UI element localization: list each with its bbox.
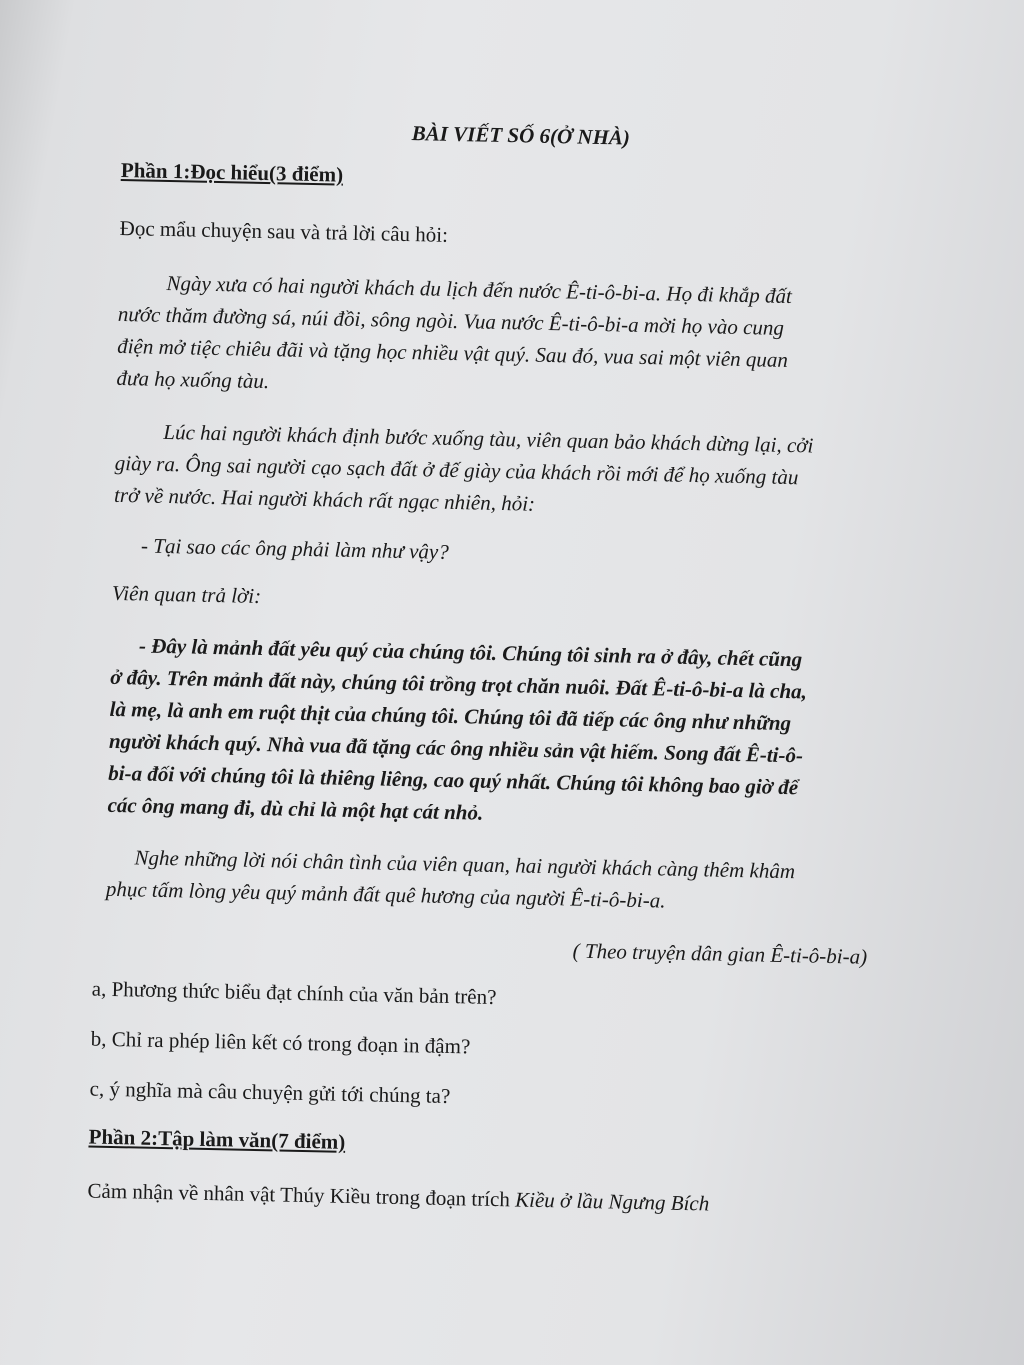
- question-c: c, ý nghĩa mà câu chuyện gửi tới chúng ta?: [89, 1076, 451, 1109]
- bold-para-line-4: người khách quý. Nhà vua đã tặng các ông nhiều sản vật hiếm. Song đất Ê-ti-ô-: [108, 728, 804, 768]
- bold-para-line-6: các ông mang đi, dù chỉ là một hạt cát nhỏ.: [107, 792, 484, 825]
- part1-heading: Phần 1:Đọc hiểu(3 điểm): [120, 157, 344, 187]
- bold-para-line-2: ở đây. Trên mảnh đất này, chúng tôi trồng trọt chăn nuôi. Đất Ê-ti-ô-bi-a là cha,: [110, 664, 808, 704]
- source-citation: ( Theo truyện dân gian Ê-ti-ô-bi-a): [572, 938, 868, 969]
- writing-task-prefix: Cảm nhận về nhân vật Thúy Kiều trong đoạn trích: [87, 1178, 516, 1212]
- writing-task-work-title: Kiều ở lầu Ngưng Bích: [514, 1187, 710, 1216]
- document-title: BÀI VIẾT SỐ 6(Ở NHÀ): [411, 121, 631, 150]
- question-b: b, Chỉ ra phép liên kết có trong đoạn in đậm?: [90, 1026, 471, 1059]
- para1-line-3: điện mở tiệc chiêu đãi và tặng học nhiều vật quý. Sau đó, vua sai một viên quan: [116, 333, 789, 372]
- bold-para-line-1: - Đây là mảnh đất yêu quý của chúng tôi. Chúng tôi sinh ra ở đây, chết cũng: [138, 633, 803, 672]
- official-reply-intro: Viên quan trả lời:: [111, 580, 262, 608]
- para3-line-1: Nghe những lời nói chân tình của viên quan, hai người khách càng thêm khâm: [134, 845, 796, 884]
- para2-line-3: trở về nước. Hai người khách rất ngạc nhiên, hỏi:: [113, 482, 536, 516]
- para1-line-2: nước thăm đường sá, núi đồi, sông ngòi. Vua nước Ê-ti-ô-bi-a mời họ vào cung: [117, 301, 785, 340]
- para2-line-2: giày ra. Ông sai người cạo sạch đất ở đế giày của khách rồi mới để họ xuống tàu: [114, 450, 799, 490]
- question-line: - Tại sao các ông phải làm như vậy?: [140, 533, 450, 564]
- reading-instruction: Đọc mẩu chuyện sau và trả lời câu hỏi:: [119, 215, 449, 247]
- part2-heading: Phần 2:Tập làm văn(7 điểm): [88, 1124, 346, 1154]
- writing-task: [87, 1177, 709, 1216]
- bold-para-line-5: bi-a đối với chúng tôi là thiêng liêng, cao quý nhất. Chúng tôi không bao giờ để: [108, 760, 799, 800]
- question-a: a, Phương thức biểu đạt chính của văn bản trên?: [91, 976, 497, 1010]
- bold-para-line-3: là mẹ, là anh em ruột thịt của chúng tôi. Chúng tôi đã tiếp các ông như những: [109, 696, 792, 736]
- para3-line-2: phục tấm lòng yêu quý mảnh đất quê hương của người Ê-ti-ô-bi-a.: [105, 876, 666, 913]
- para1-line-1: Ngày xưa có hai người khách du lịch đến nước Ê-ti-ô-bi-a. Họ đi khắp đất: [166, 270, 793, 309]
- para1-line-4: đưa họ xuống tàu.: [116, 365, 270, 394]
- para2-line-1: Lúc hai người khách định bước xuống tàu, viên quan bảo khách dừng lại, cởi: [163, 419, 814, 458]
